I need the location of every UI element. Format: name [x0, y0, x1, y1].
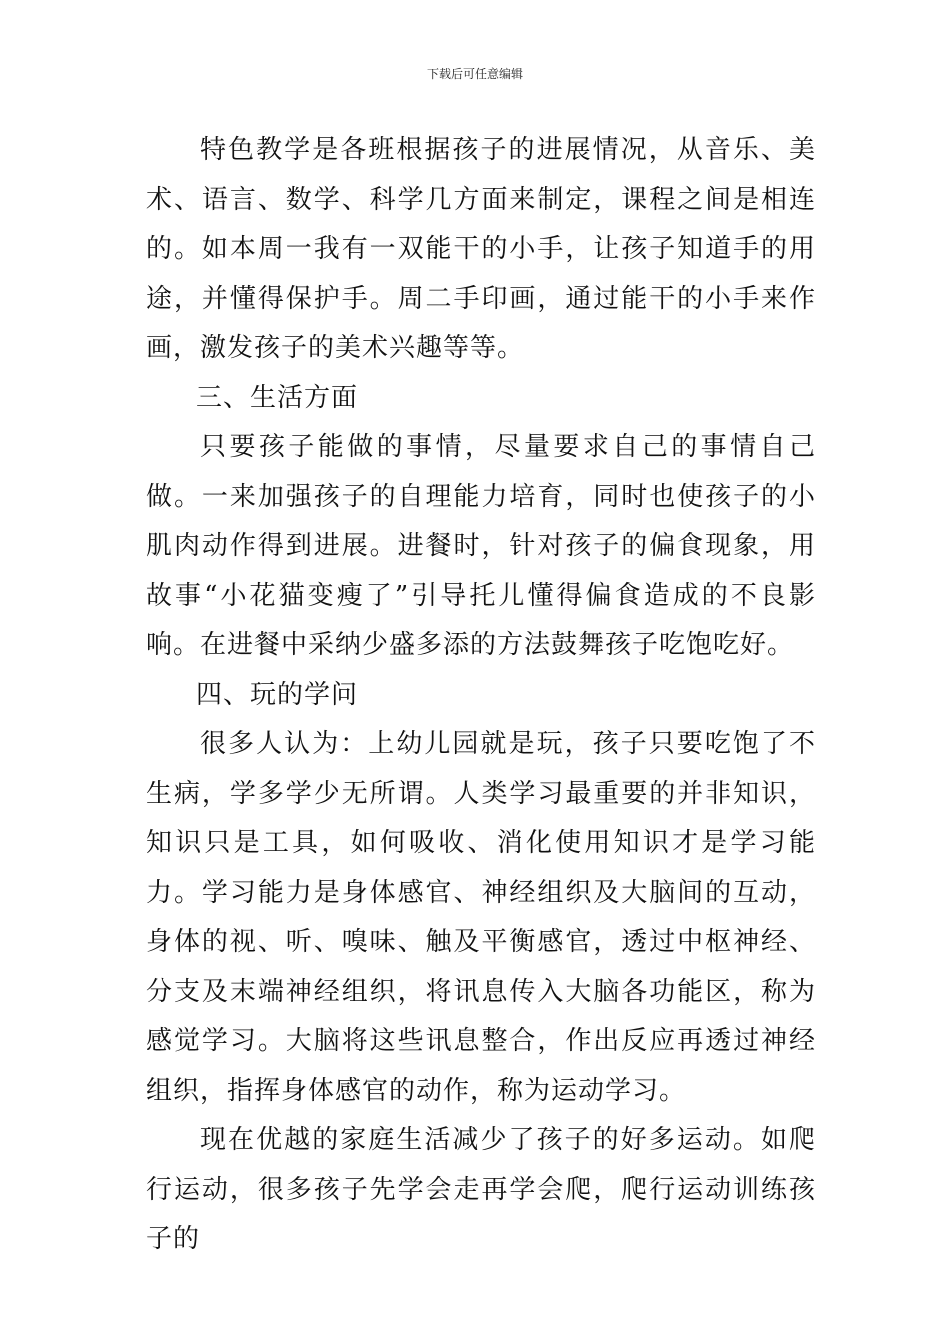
paragraph-play: 很多人认为：上幼儿园就是玩，孩子只要吃饱了不生病，学多学少无所谓。人类学习最重要的并非知识，知识只是工具，如何吸收、消化使用知识才是学习能力。学习能力是身体感官、神经组织及大脑间的互动，身体的视、听、嗅味、触及平衡感官，透过中枢神经、分支及末端神经组织，将讯息传入大脑各功能区，称为感觉学习。大脑将这些讯息整合，作出反应再透过神经组织，指挥身体感官的动作，称为运动学习。: [146, 729, 816, 1106]
header-note: 下载后可任意编辑: [426, 67, 523, 81]
paragraph-life: 只要孩子能做的事情，尽量要求自己的事情自己做。一来加强孩子的自理能力培育，同时也使孩子的小肌肉动作得到进展。进餐时，针对孩子的偏食现象，用故事“小花猫变瘦了”引导托儿懂得偏食造成的不良影响。在进餐中采纳少盛多添的方法鼓舞孩子吃饱吃好。: [146, 432, 816, 660]
section-heading-play: 四、玩的学问: [196, 679, 359, 710]
document-body: [146, 126, 816, 1265]
paragraph-special-teaching: 特色教学是各班根据孩子的进展情况，从音乐、美术、语言、数学、科学几方面来制定，课程之间是相连的。如本周一我有一双能干的小手，让孩子知道手的用途，并懂得保护手。周二手印画，通过能干的小手来作画，激发孩子的美术兴趣等等。: [146, 135, 816, 363]
paragraph-movement: 现在优越的家庭生活减少了孩子的好多运动。如爬行运动，很多孩子先学会走再学会爬，爬行运动训练孩子的: [146, 1125, 816, 1254]
section-heading-life: 三、生活方面: [196, 382, 359, 413]
